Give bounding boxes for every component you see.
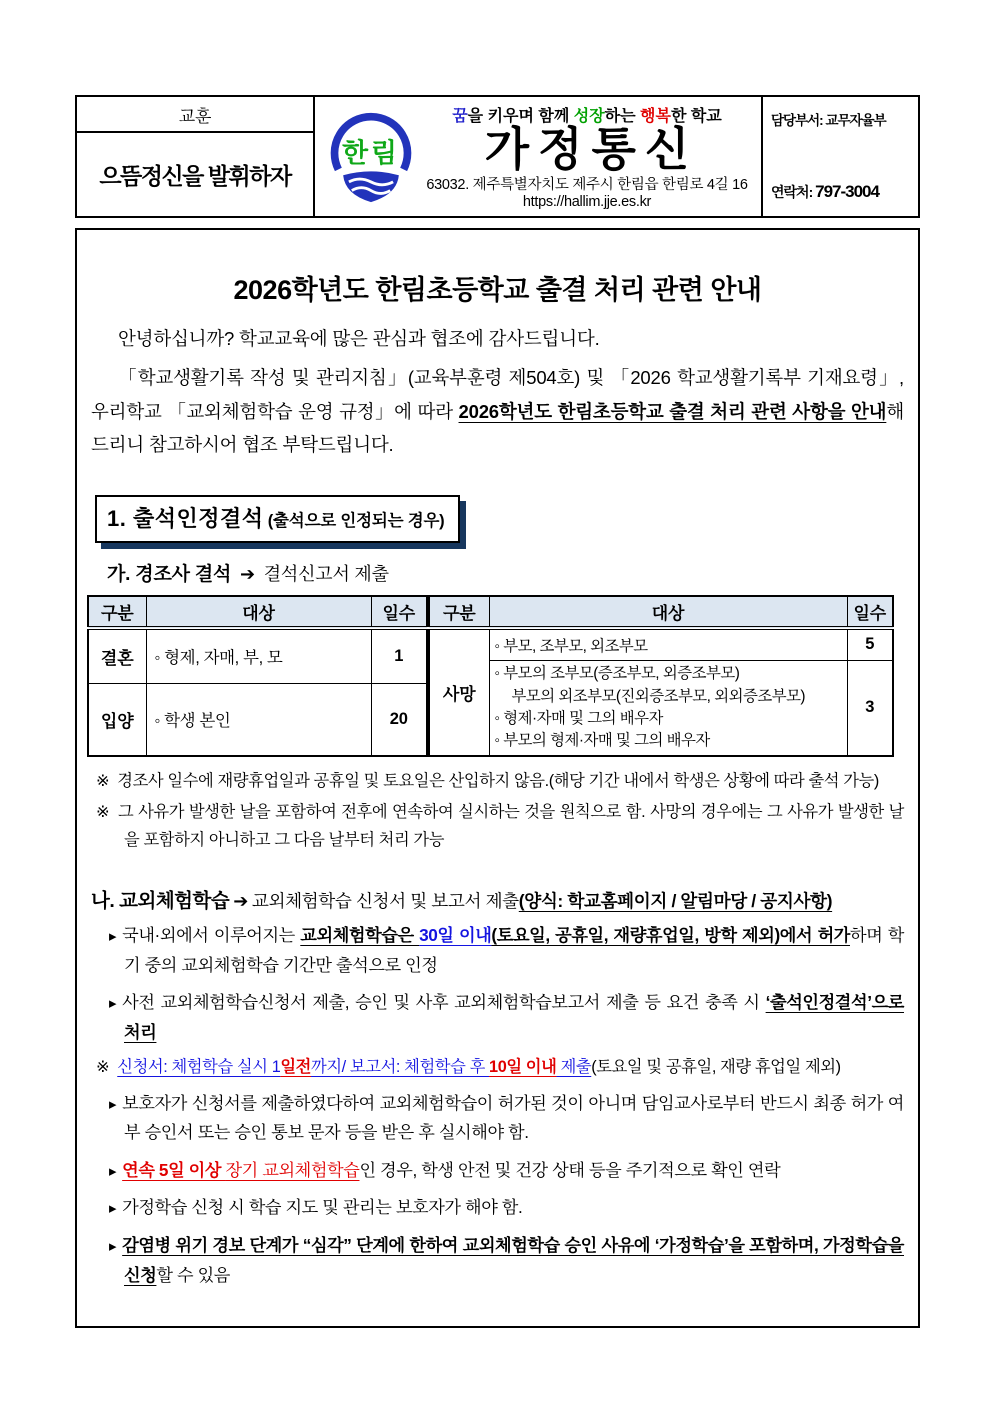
target-cell: ◦ 형제, 자매, 부, 모 bbox=[146, 628, 371, 683]
greeting-paragraph: 안녕하십니까? 학교교육에 많은 관심과 협조에 감사드립니다. bbox=[118, 328, 600, 349]
triangle-bullet-icon: ▸ bbox=[109, 995, 117, 1013]
reference-mark: ※ bbox=[96, 802, 110, 821]
absence-table-right bbox=[428, 595, 894, 757]
absence-table-left bbox=[87, 595, 428, 757]
bullet-note: ※ 신청서: 체험학습 실시 1일전까지/ 보고서: 체험학습 후 10일 이내 제출(토요일 및 공휴일, 재량 휴업일 제외) bbox=[96, 1057, 841, 1076]
section-na-heading: 나. 교외체험학습 ➔ 교외체험학습 신청서 및 보고서 제출(양식: 학교홈페이지 / 알림마당 / 공지사항) bbox=[91, 890, 833, 913]
contact-info: 연락처: 797-3004 bbox=[771, 182, 879, 201]
column-header: 일수 bbox=[371, 596, 427, 628]
category-cell: 결혼 bbox=[88, 628, 146, 683]
bullet-4: ▸ 연속 5일 이상 장기 교외체험학습인 경우, 학생 안전 및 건강 상태 등을 주기적으로 확인 연락 bbox=[109, 1159, 781, 1180]
header-banner bbox=[75, 95, 920, 218]
section1-heading-box bbox=[95, 495, 460, 543]
triangle-bullet-icon: ▸ bbox=[109, 1095, 117, 1113]
table-row bbox=[88, 628, 427, 683]
school-logo bbox=[323, 102, 419, 210]
table-notes bbox=[91, 768, 904, 854]
table-header-row bbox=[429, 596, 893, 628]
school-website-link[interactable]: https://hallim.jje.es.kr bbox=[522, 193, 652, 210]
table-header-row bbox=[88, 596, 427, 628]
bullet-3: ▸ 보호자가 신청서를 제출하였다하여 교외체험학습이 허가된 것이 아니며 담임교사로부터 반드시 최종 허가 여부 승인서 또는 승인 통보 문자 등을 받은 후 실시해야 함. bbox=[109, 1092, 904, 1143]
note-2: ※ 그 사유가 발생한 날을 포함하여 전후에 연속하여 실시하는 것을 원칙으로 함. 사망의 경우에는 그 사유가 발생한 날을 포함하지 아니하고 그 다음 날부터 처리 가능 bbox=[96, 802, 904, 849]
header-text-block bbox=[415, 97, 759, 216]
category-cell: 입양 bbox=[88, 683, 146, 756]
school-slogan: 꿈을 키우며 함께 성장하는 행복한 학교 bbox=[452, 108, 722, 126]
school-motto: 으뜸정신을 발휘하자 bbox=[99, 163, 291, 189]
target-cell: ◦ 학생 본인 bbox=[146, 683, 371, 756]
reference-mark: ※ bbox=[96, 1057, 110, 1076]
contact-column bbox=[761, 97, 918, 216]
bullet-2: ▸ 사전 교외체험학습신청서 제출, 승인 및 사후 교외체험학습보고서 제출 등 요건 충족 시 ‘출석인정결석’으로 처리 bbox=[109, 992, 904, 1043]
days-cell: 5 bbox=[847, 628, 893, 660]
section-na-label: 나. 교외체험학습 bbox=[91, 890, 230, 913]
note-1: ※ 경조사 일수에 재량휴업일과 공휴일 및 토요일은 산입하지 않음.(해당 기간 내에서 학생은 상황에 따라 출석 가능) bbox=[96, 772, 879, 791]
subsection-ga-desc: 결석신고서 제출 bbox=[263, 564, 389, 585]
notice-title: 2026학년도 한림초등학교 출결 처리 관련 안내 bbox=[233, 275, 762, 305]
subsection-ga-label: 가. 경조사 결석 bbox=[107, 564, 232, 586]
column-header: 구분 bbox=[88, 596, 146, 628]
days-cell: 1 bbox=[371, 628, 427, 683]
phone-number: 797-3004 bbox=[815, 182, 879, 201]
days-cell: 3 bbox=[847, 660, 893, 756]
target-cell: ◦ 부모, 조부모, 외조부모 bbox=[489, 628, 847, 660]
subsection-ga bbox=[91, 559, 904, 586]
absence-tables bbox=[87, 595, 904, 757]
target-cell: ◦ 부모의 조부모(증조부모, 외증조부모) 부모의 외조부모(진외증조부모, 외외증조부모) ◦ 형제·자매 및 그의 배우자 ◦ 부모의 형제·자매 및 그의 배우자 bbox=[489, 660, 847, 756]
motto-label: 교훈 bbox=[77, 97, 313, 133]
table-row bbox=[88, 683, 427, 756]
bullet-5: ▸ 가정학습 신청 시 학습 지도 및 관리는 보호자가 해야 함. bbox=[109, 1197, 523, 1218]
department-info: 담당부서: 교무자율부 bbox=[771, 113, 886, 128]
bullet-6: ▸ 감염병 위기 경보 단계가 “심각” 단계에 한하여 교외체험학습 승인 사유에 ‘가정학습’을 포함하며, 가정학습을 신청할 수 있음 bbox=[109, 1234, 904, 1285]
column-header: 구분 bbox=[429, 596, 489, 628]
newsletter-title: 가정통신 bbox=[484, 123, 699, 176]
triangle-bullet-icon: ▸ bbox=[109, 1162, 117, 1180]
table-row bbox=[429, 660, 893, 756]
logo-text: 한림 bbox=[342, 137, 400, 168]
intro-paragraph: 「학교생활기록 작성 및 관리지침」(교육부훈령 제504호) 및 「2026 학교생활기록부 기재요령」, 우리학교 「교외체험학습 운영 규정」에 따라 2026학년도 한림초등학교 출결 처리 관련 사항을 안내해 드리니 참고하시어 협조 부탁드립니다. bbox=[91, 367, 904, 455]
section1-heading: 1. 출석인정결석 bbox=[107, 506, 264, 532]
triangle-bullet-icon: ▸ bbox=[109, 928, 117, 946]
column-header: 대상 bbox=[489, 596, 847, 628]
table-row bbox=[429, 628, 893, 660]
title-column bbox=[315, 97, 761, 216]
right-arrow-icon: ➔ bbox=[233, 891, 248, 912]
days-cell: 20 bbox=[371, 683, 427, 756]
category-cell: 사망 bbox=[429, 628, 489, 756]
triangle-bullet-icon: ▸ bbox=[109, 1237, 117, 1255]
logo-wave bbox=[343, 171, 399, 202]
bullet-1: ▸ 국내·외에서 이루어지는 교외체험학습은 30일 이내(토요일, 공휴일, 재량휴업일, 방학 제외)에서 허가하며 학기 중의 교외체험학습 기간만 출석으로 인정 bbox=[109, 925, 904, 975]
notice-body bbox=[75, 228, 920, 1328]
column-header: 대상 bbox=[146, 596, 371, 628]
right-arrow-icon: ➔ bbox=[239, 564, 255, 585]
motto-column bbox=[77, 97, 315, 216]
column-header: 일수 bbox=[847, 596, 893, 628]
section1-heading-note: (출석으로 인정되는 경우) bbox=[267, 512, 445, 531]
school-address: 63032. 제주특별자치도 제주시 한림읍 한림로 4길 16 bbox=[426, 176, 748, 193]
reference-mark: ※ bbox=[96, 772, 110, 791]
triangle-bullet-icon: ▸ bbox=[109, 1200, 117, 1218]
